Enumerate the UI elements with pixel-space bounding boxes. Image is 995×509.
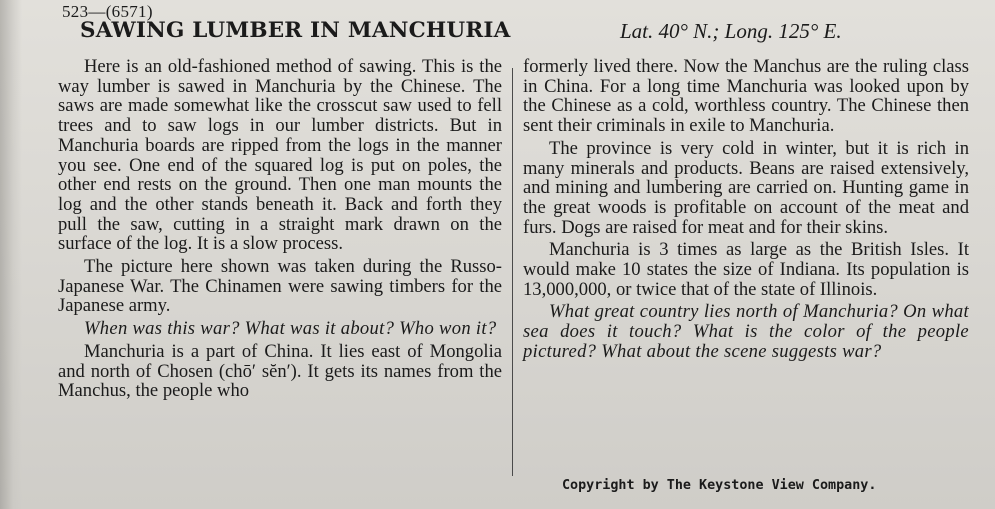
question-geography: What great country lies north of Manchuria? On what sea does it touch? What is the color of the people pictured? What about the scene suggests war? <box>523 301 969 362</box>
question-war: When was this war? What was it about? Who won it? <box>84 318 497 340</box>
page-title: SAWING LUMBER IN MANCHURIA <box>80 18 511 43</box>
paragraph-climate-products: The province is very cold in winter, but it is rich in many minerals and products. Beans are raised extensively, and mining and lumbering are carried on. Hunting game in the great woods is profitable on account of the meat and furs. Dogs are raised for meat and for their skins. <box>523 137 969 238</box>
column-divider <box>512 68 513 476</box>
paragraph-size-population: Manchuria is 3 times as large as the British Isles. It would make 10 states the size of Indiana. Its population is 13,000,000, or twice that of the state of Illinois. <box>523 239 969 300</box>
left-column <box>58 57 502 404</box>
copyright-line: Copyright by The Keystone View Company. <box>562 478 877 493</box>
paragraph-sawing-method: Here is an old-fashioned method of sawing. This is the way lumber is sawed in Manchuria by the Chinese. The saws are made somewhat like the crosscut saw used to fell trees and to saw logs in our lumber districts. But in Manchuria boards are ripped from the logs in the manner you see. One end of the squared log is put on poles, the other end rests on the ground. Then one man mounts the log and the other stands beneath it. Back and forth they pull the saw, cutting in a straight mark drawn on the surface of the log. It is a slow process. <box>58 56 502 255</box>
right-column <box>523 57 969 365</box>
paragraph-manchus-continued: formerly lived there. Now the Manchus are the ruling class in China. For a long time Manchuria was looked upon by the Chinese as a cold, worthless country. The Chinese then sent their criminals in exile to Manchuria. <box>523 56 969 137</box>
paragraph-manchuria-location: Manchuria is a part of China. It lies east of Mongolia and north of Chosen (chō′ sĕn′). It gets its names from the Manchus, the people who <box>58 340 502 402</box>
catalog-number: 523—(6571) <box>62 2 153 21</box>
paragraph-war-photo: The picture here shown was taken during the Russo-Japanese War. The Chinamen were sawing timbers for the Japanese army. <box>58 256 502 317</box>
coordinates: Lat. 40° N.; Long. 125° E. <box>620 19 842 43</box>
